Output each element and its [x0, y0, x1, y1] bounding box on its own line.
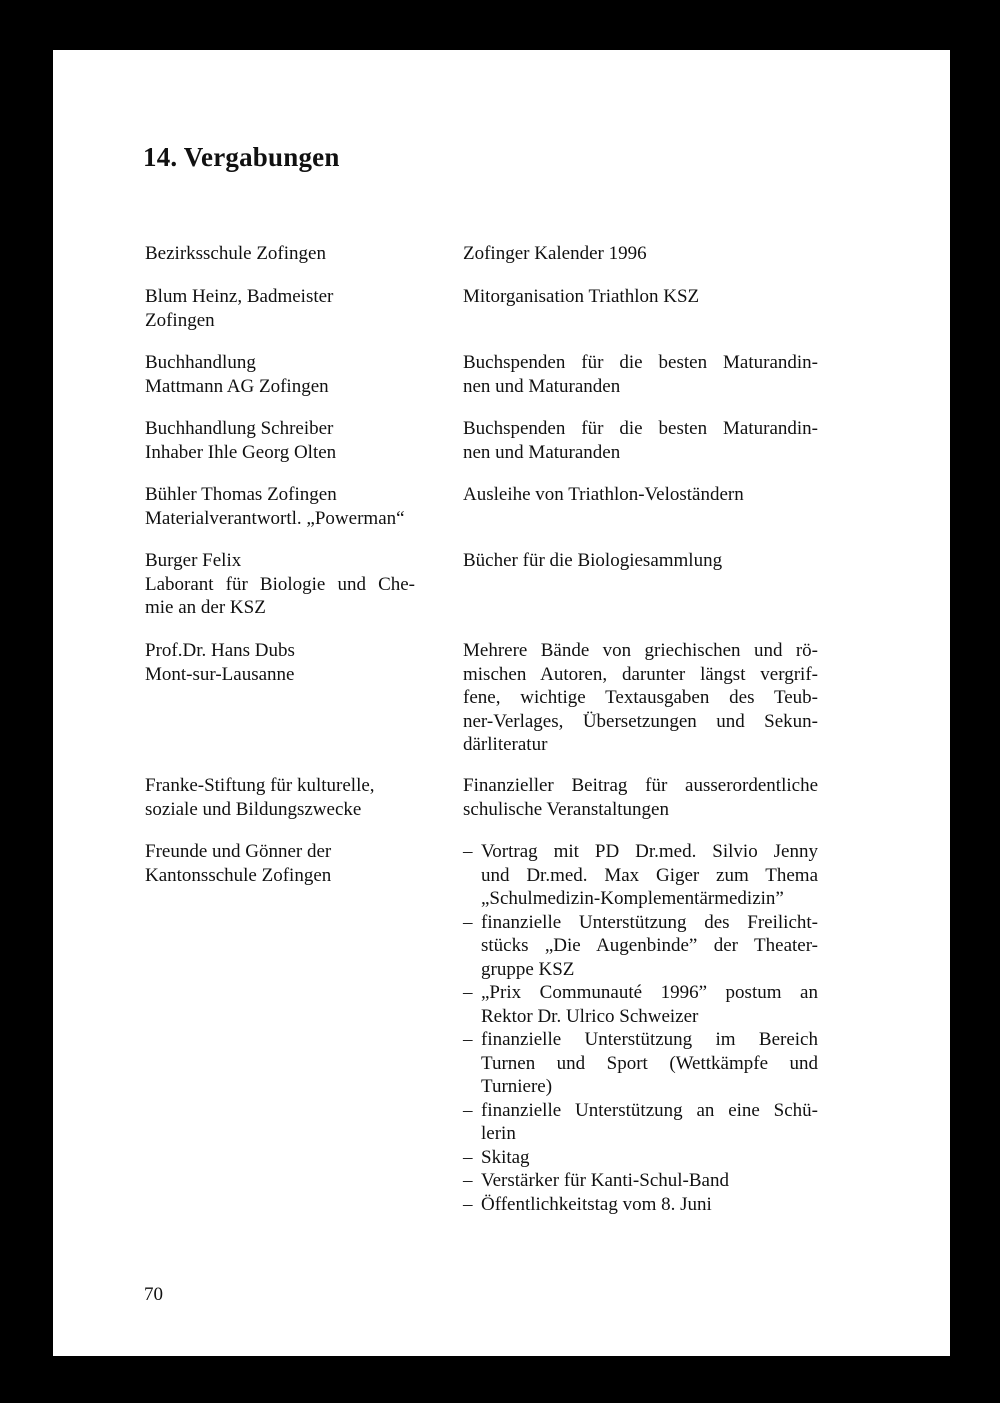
gift-line: nen und Maturanden	[463, 375, 621, 397]
gift-line: Mehrere Bände von griechischen und rö-	[463, 640, 818, 661]
list-item-line: gruppe KSZ	[481, 958, 575, 980]
dash-marker: –	[463, 841, 473, 862]
list-item-line: Vortrag mit PD Dr.med. Silvio Jenny	[481, 841, 818, 862]
donor-line: Mattmann AG Zofingen	[145, 375, 329, 397]
gift-description	[463, 774, 818, 821]
bullet-list	[463, 840, 818, 1216]
gift-description	[463, 549, 818, 573]
donor-name	[145, 483, 435, 530]
gift-description	[463, 351, 818, 398]
list-item	[463, 911, 818, 982]
page-number: 70	[144, 1284, 163, 1305]
scan-border-right	[950, 0, 1000, 1403]
donor-name	[145, 417, 435, 464]
scan-border-left	[0, 0, 53, 1403]
donor-line: Bezirksschule Zofingen	[145, 243, 326, 264]
scan-border-bottom	[0, 1356, 1000, 1403]
list-item	[463, 1169, 818, 1193]
list-item	[463, 1193, 818, 1217]
gift-line: Bücher für die Biologiesammlung	[463, 550, 723, 571]
gift-line: Finanzieller Beitrag für ausserordentliche	[463, 775, 818, 796]
donor-name	[145, 242, 435, 266]
donor-line: Burger Felix	[145, 550, 242, 571]
list-item	[463, 1028, 818, 1099]
dash-marker: –	[463, 1099, 473, 1121]
donor-line: soziale und Bildungszwecke	[145, 798, 362, 820]
donor-name	[145, 639, 435, 686]
donor-line: Mont-sur-Lausanne	[145, 663, 295, 685]
donor-line: Buchhandlung	[145, 352, 256, 373]
list-item	[463, 981, 818, 1028]
donor-line: Zofingen	[145, 309, 215, 331]
dash-marker: –	[463, 911, 473, 933]
donor-name	[145, 285, 435, 332]
donor-line: Bühler Thomas Zofingen	[145, 484, 337, 505]
list-item-line: Verstärker für Kanti-Schul-Band	[481, 1170, 729, 1191]
list-item	[463, 840, 818, 911]
list-item-line: Rektor Dr. Ulrico Schweizer	[481, 1005, 699, 1027]
gift-line: mischen Autoren, darunter längst vergrif-	[463, 663, 818, 685]
list-item-line: „Schulmedizin-Komplementärmedizin”	[481, 888, 784, 909]
scan-border-top	[0, 0, 1000, 50]
donor-line: mie an der KSZ	[145, 597, 266, 618]
gift-line: fene, wichtige Textausgaben des Teub-	[463, 687, 818, 708]
list-item-line: Turnen und Sport (Wettkämpfe und	[481, 1052, 818, 1074]
list-item-line: „Prix Communauté 1996” postum an	[481, 982, 818, 1003]
donor-line: Kantonsschule Zofingen	[145, 864, 332, 886]
list-item	[463, 1099, 818, 1146]
gift-description	[463, 242, 818, 266]
list-item-line: finanzielle Unterstützung an eine Schü-	[481, 1099, 818, 1121]
donor-line: Prof.Dr. Hans Dubs	[145, 640, 295, 661]
gift-description	[463, 417, 818, 464]
list-item-line: Öffentlichkeitstag vom 8. Juni	[481, 1193, 712, 1215]
donor-name	[145, 840, 435, 887]
page-title: 14. Vergabungen	[143, 142, 340, 172]
gift-line: schulische Veranstaltungen	[463, 798, 669, 820]
donor-line: Franke-Stiftung für kulturelle,	[145, 775, 375, 796]
list-item	[463, 1146, 818, 1170]
list-item-line: stücks „Die Augenbinde” der Theater-	[481, 935, 818, 956]
dash-marker: –	[463, 982, 473, 1003]
list-item-line: lerin	[481, 1123, 516, 1144]
gift-line: nen und Maturanden	[463, 441, 621, 463]
gift-line: Buchspenden für die besten Maturandin-	[463, 418, 818, 439]
list-item-line: Skitag	[481, 1146, 530, 1168]
donor-line: Freunde und Gönner der	[145, 841, 332, 862]
donor-name	[145, 774, 435, 821]
donor-line: Blum Heinz, Badmeister	[145, 286, 334, 307]
list-item-line: Turniere)	[481, 1076, 553, 1097]
dash-marker: –	[463, 1029, 473, 1050]
gift-line: Ausleihe von Triathlon-Veloständern	[463, 484, 744, 505]
donor-line: Buchhandlung Schreiber	[145, 418, 334, 439]
gift-line: Zofinger Kalender 1996	[463, 243, 647, 264]
donor-line: Materialverantwortl. „Powerman“	[145, 507, 405, 529]
donor-name	[145, 351, 435, 398]
dash-marker: –	[463, 1146, 473, 1168]
dash-marker: –	[463, 1193, 473, 1215]
donor-name	[145, 549, 435, 620]
gift-line: därliteratur	[463, 734, 548, 755]
donor-line: Inhaber Ihle Georg Olten	[145, 441, 337, 463]
dash-marker: –	[463, 1170, 473, 1191]
gift-line: Buchspenden für die besten Maturandin-	[463, 352, 818, 373]
gift-description	[463, 639, 818, 757]
gift-description	[463, 483, 818, 507]
gift-line: Mitorganisation Triathlon KSZ	[463, 286, 700, 307]
donor-line: Laborant für Biologie und Che-	[145, 573, 415, 595]
list-item-line: und Dr.med. Max Giger zum Thema	[481, 864, 818, 886]
list-item-line: finanzielle Unterstützung im Bereich	[481, 1029, 818, 1050]
gift-line: ner-Verlages, Übersetzungen und Sekun-	[463, 710, 818, 732]
list-item-line: finanzielle Unterstützung des Freilicht-	[481, 911, 818, 933]
gift-description	[463, 285, 818, 309]
